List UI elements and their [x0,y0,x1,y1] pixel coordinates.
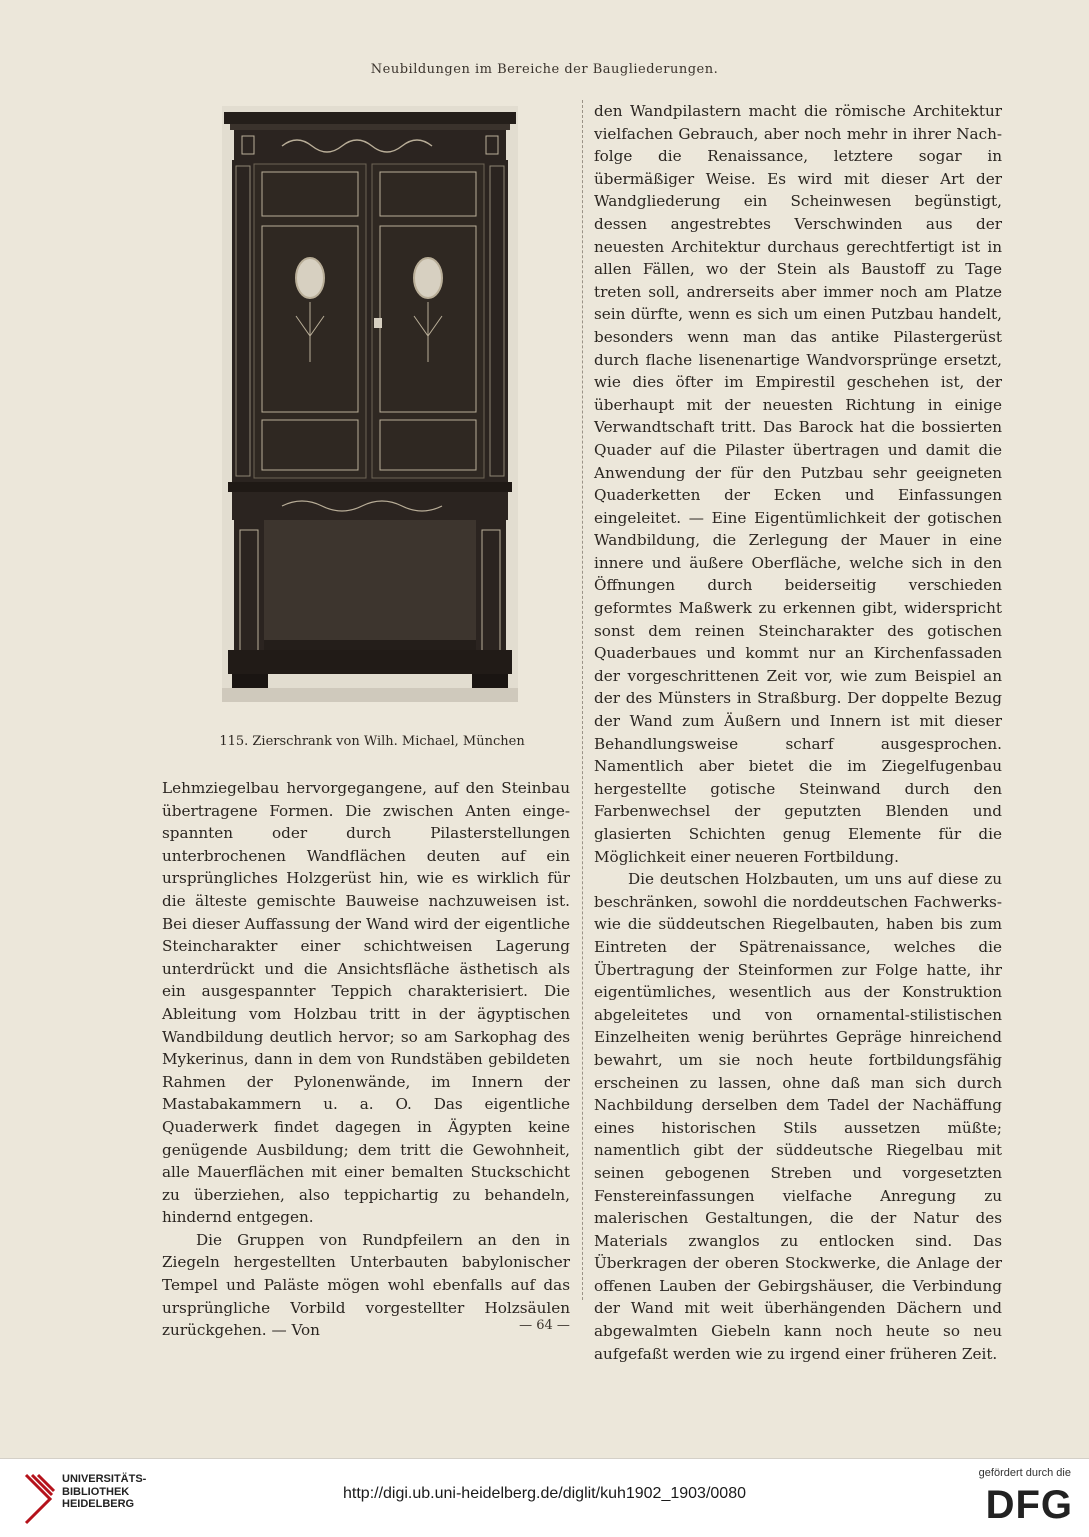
digitization-footer [0,1458,1089,1537]
cabinet-illustration [222,106,518,702]
left-paragraph-1: Lehmziegelbau hervorgegangene, auf den Steinbau übertragene Formen. Die zwischen Anten eingespannten oder durch Pilasterstellungen unterbrochenen Wandflächen deuten auf ein ursprüngliches Holzgerüst hin, wie es wirklich für die älteste gemischte Bauweise nachzuweisen ist. Bei dieser Auffassung der Wand wird der eigentliche Steincharakter einer schichtweisen Lagerung unterdrückt und die Ansichtsfläche ästhetisch als ein ausgespannter Teppich charakterisiert. Die Ableitung vom Holzbau tritt in der ägyptischen Wandbildung deutlich hervor; so am Sarkophag des Mykerinus, dann in dem von Rundstäben gebildeten Rahmen der Pylonenwände, im Innern der Mastabakammern u. a. O. Das eigentliche Quaderwerk findet dagegen in Ägypten keine genügende Ausbildung; dem tritt die Gewohnheit, alle Mauerflächen mit einer bemalten Stuckschicht zu überziehen, also teppichartig zu behandeln, hindernd entgegen. [162,779,570,1227]
right-paragraph-1: den Wandpilastern macht die römische Architektur vielfachen Gebrauch, aber noch mehr in ihrer Nachfolge die Renaissance, letztere sogar in übermäßiger Weise. Es wird mit dieser Art der Wandgliederung ein Scheinwesen begünstigt, dessen angestrebtes Verschwinden aus der neuesten Architektur durchaus gerechtfertigt ist in allen Fällen, wo der Stein als Baustoff zu Tage treten soll, andrerseits aber immer noch am Platze sein dürfte, wenn es sich um einen Putzbau handelt, besonders wenn man das antike Pilastergerüst durch flache lisenenartige Wandvorsprünge ersetzt, wie dies öfter im Empirestil geschehen ist, der überhaupt mit der neuesten Richtung in einige Verwandtschaft tritt. Das Barock hat die bossierten Quader auf die Pilaster übertragen und damit die Anwendung der für den Putzbau sehr geeigneten Quaderketten der Ecken und Einfassungen eingeleitet. — Eine Eigentümlichkeit der gotischen Wandbildung, die Zerlegung der Mauer in eine innere und äußere Oberfläche, welche sich in den Öffnungen durch beiderseitig verschieden geformtes Maßwerk zu erkennen gibt, widerspricht sonst dem reinen Steincharakter des gotischen Quaderbaues und kommt nur an Kirchenfassaden der vorgeschrittenen Zeit vor, wie zum Beispiel an der des Münsters in Straßburg. Der doppelte Bezug der Wand zum Äußern und Innern ist mit dieser Behandlungsweise scharf ausgesprochen. Namentlich aber bietet die im Ziegelfugenbau hergestellte gotische Steinwand durch den Farbenwechsel der geputzten Blenden und glasierten Schichten genug Elemente für die Möglichkeit einer neueren Fortbildung. [594,102,1002,866]
right-column [594,100,1002,1365]
column-divider [582,100,583,1300]
figure-caption: 115. Zierschrank von Wilh. Michael, München [219,734,525,749]
cabinet-drawing [222,106,518,702]
library-name-line-3: HEIDELBERG [62,1498,135,1510]
running-head: Neubildungen im Bereiche der Baugliederungen. [370,62,719,77]
dfg-logo: DFG [985,1483,1073,1527]
right-paragraph-2: Die deutschen Holzbauten, um uns auf diese zu beschränken, sowohl die norddeutschen Fachwerkswie die süddeutschen Riegelbauten, haben bis zum Eintreten der Spätrenaissance, welches die Übertragung der Steinformen zur Folge hatte, ihr eigentümliches, wesentlich aus der Konstruktion abgeleitetes und von ornamental-stilistischen Einzelheiten wenig berührtes Gepräge hinreichend bewahrt, um sie noch heute fortbildungsfähig erscheinen zu lassen, ohne daß man sich durch Nachbildung derselben dem Tadel der Nachäffung eines historischen Stils aussetzen müßte; namentlich gibt der süddeutsche Riegelbau mit seinen gebogenen Streben und vorgesetzten Fenstereinfassungen vielfache Anregung zu malerischen Gestaltungen, die der Natur des Materials zwanglos zu entlocken sind. Das Überkragen der oberen Stockwerke, die Anlage der offenen Lauben der Gebirgshäuser, die Verbindung der Wand mit weit überhängenden Dächern und abgewalmten Giebeln kann noch heute so neu aufgefaßt werden wie zu irgend einer früheren Zeit. [594,870,1002,1363]
source-url-link[interactable]: http://digi.ub.uni-heidelberg.de/diglit/kuh1902_1903/0080 [343,1485,746,1502]
page-number: — 64 — [519,1318,570,1333]
library-name-line-2: BIBLIOTHEK [62,1485,130,1498]
library-name-line-1: UNIVERSITÄTS- [62,1473,147,1485]
left-column [162,777,570,1342]
sponsor-text: gefördert durch die [978,1467,1071,1479]
left-paragraph-2: Die Gruppen von Rundpfeilern an den in Ziegeln hergestellten Unterbauten babylonischer Tempel und Paläste mögen wohl ebenfalls auf das ursprüngliche Vorbild vorgestellter Holzsäulen zurückgehen. — Von [162,1230,570,1340]
